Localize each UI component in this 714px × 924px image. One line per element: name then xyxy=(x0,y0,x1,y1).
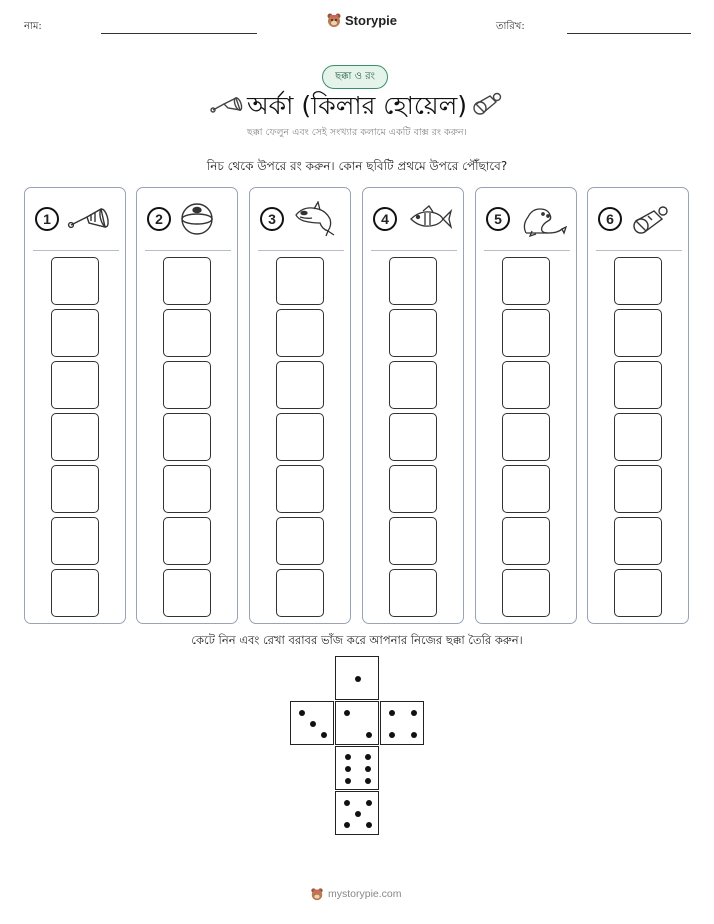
die-pip xyxy=(321,732,327,738)
cut-instruction: কেটে নিন এবং রেখা বরাবর ভাঁজ করে আপনার নিজের ছক্কা তৈরি করুন। xyxy=(191,633,523,647)
name-label: নাম: xyxy=(24,21,42,32)
color-box[interactable] xyxy=(163,309,211,357)
die-pip xyxy=(355,676,361,682)
die-pip xyxy=(411,732,417,738)
die-pip xyxy=(344,710,350,716)
die-pip xyxy=(345,754,351,760)
color-box[interactable] xyxy=(614,413,662,461)
color-box[interactable] xyxy=(163,413,211,461)
fish-icon xyxy=(405,201,457,237)
ball-icon xyxy=(179,201,231,237)
column-header xyxy=(137,188,237,250)
die-face-six xyxy=(335,746,379,790)
color-box[interactable] xyxy=(51,309,99,357)
color-box[interactable] xyxy=(502,517,550,565)
color-box[interactable] xyxy=(51,517,99,565)
column-header xyxy=(588,188,688,250)
column-number: 3 xyxy=(260,207,284,231)
name-line xyxy=(101,33,257,34)
column-header xyxy=(363,188,463,250)
color-box[interactable] xyxy=(163,517,211,565)
column-number: 6 xyxy=(598,207,622,231)
die-pip xyxy=(411,710,417,716)
column-divider xyxy=(33,250,119,251)
page-title: অর্কা (কিলার হোয়েল) xyxy=(247,91,467,120)
die-pip xyxy=(365,754,371,760)
color-box[interactable] xyxy=(389,465,437,513)
color-box[interactable] xyxy=(614,309,662,357)
subtitle: ছক্কা ফেলুন এবং সেই সংখ্যার কলামে একটি বাক্স রং করুন। xyxy=(247,127,467,138)
die-pip xyxy=(389,732,395,738)
color-box[interactable] xyxy=(276,465,324,513)
die-pip xyxy=(365,778,371,784)
die-pip xyxy=(366,800,372,806)
color-box[interactable] xyxy=(389,569,437,617)
trumpet-icon xyxy=(67,201,119,237)
die-pip xyxy=(365,766,371,772)
dice-net xyxy=(290,656,424,836)
instruction: নিচ থেকে উপরে রং করুন। কোন ছবিটি প্রথমে উপরে পৌঁছাবে? xyxy=(206,159,508,173)
whistle-icon xyxy=(630,201,682,237)
column-divider xyxy=(145,250,231,251)
die-face-five xyxy=(335,791,379,835)
column-divider xyxy=(596,250,682,251)
color-box[interactable] xyxy=(389,413,437,461)
color-box[interactable] xyxy=(51,361,99,409)
die-pip xyxy=(389,710,395,716)
color-box[interactable] xyxy=(502,309,550,357)
footer xyxy=(310,887,402,901)
column-4 xyxy=(362,187,464,624)
die-pip xyxy=(310,721,316,727)
column-number: 2 xyxy=(147,207,171,231)
column-3 xyxy=(249,187,351,624)
column-number: 4 xyxy=(373,207,397,231)
die-pip xyxy=(344,822,350,828)
color-box[interactable] xyxy=(51,465,99,513)
die-pip xyxy=(366,822,372,828)
color-box[interactable] xyxy=(502,361,550,409)
color-box[interactable] xyxy=(276,517,324,565)
brand-logo xyxy=(326,12,397,28)
die-face-three xyxy=(290,701,334,745)
column-2 xyxy=(136,187,238,624)
bear-logo-icon xyxy=(326,12,342,28)
color-box[interactable] xyxy=(163,465,211,513)
die-pip xyxy=(345,778,351,784)
column-divider xyxy=(484,250,570,251)
column-1 xyxy=(24,187,126,624)
bear-logo-icon xyxy=(310,887,324,901)
die-pip xyxy=(345,766,351,772)
date-line xyxy=(567,33,691,34)
column-number: 5 xyxy=(486,207,510,231)
color-box[interactable] xyxy=(51,569,99,617)
die-face-one xyxy=(335,656,379,700)
column-header xyxy=(476,188,576,250)
column-header xyxy=(250,188,350,250)
color-box[interactable] xyxy=(389,361,437,409)
activity-badge: ছক্কা ও রং xyxy=(322,65,388,89)
color-box[interactable] xyxy=(163,361,211,409)
color-box[interactable] xyxy=(51,413,99,461)
color-box[interactable] xyxy=(276,413,324,461)
color-box[interactable] xyxy=(389,517,437,565)
column-number: 1 xyxy=(35,207,59,231)
seal-icon xyxy=(518,201,570,237)
color-box[interactable] xyxy=(276,569,324,617)
color-box[interactable] xyxy=(502,257,550,305)
color-box[interactable] xyxy=(163,569,211,617)
orca-icon xyxy=(292,201,344,237)
die-pip xyxy=(366,732,372,738)
color-box[interactable] xyxy=(276,361,324,409)
date-label: তারিখ: xyxy=(496,21,525,32)
color-box[interactable] xyxy=(614,569,662,617)
footer-url: mystorypie.com xyxy=(328,888,402,900)
color-box[interactable] xyxy=(502,569,550,617)
color-box[interactable] xyxy=(276,257,324,305)
die-face-two xyxy=(335,701,379,745)
die-face-four xyxy=(380,701,424,745)
die-pip xyxy=(355,811,361,817)
brand-name: Storypie xyxy=(345,12,398,28)
column-6 xyxy=(587,187,689,624)
color-box[interactable] xyxy=(614,257,662,305)
column-divider xyxy=(371,250,457,251)
color-box[interactable] xyxy=(163,257,211,305)
column-5 xyxy=(475,187,577,624)
color-box[interactable] xyxy=(614,361,662,409)
color-box[interactable] xyxy=(389,257,437,305)
color-box[interactable] xyxy=(502,413,550,461)
column-header xyxy=(25,188,125,250)
die-pip xyxy=(299,710,305,716)
die-pip xyxy=(344,800,350,806)
color-box[interactable] xyxy=(51,257,99,305)
color-box[interactable] xyxy=(614,517,662,565)
color-box[interactable] xyxy=(502,465,550,513)
column-divider xyxy=(258,250,344,251)
color-box[interactable] xyxy=(389,309,437,357)
whistle-icon xyxy=(470,90,504,118)
color-box[interactable] xyxy=(276,309,324,357)
color-box[interactable] xyxy=(614,465,662,513)
